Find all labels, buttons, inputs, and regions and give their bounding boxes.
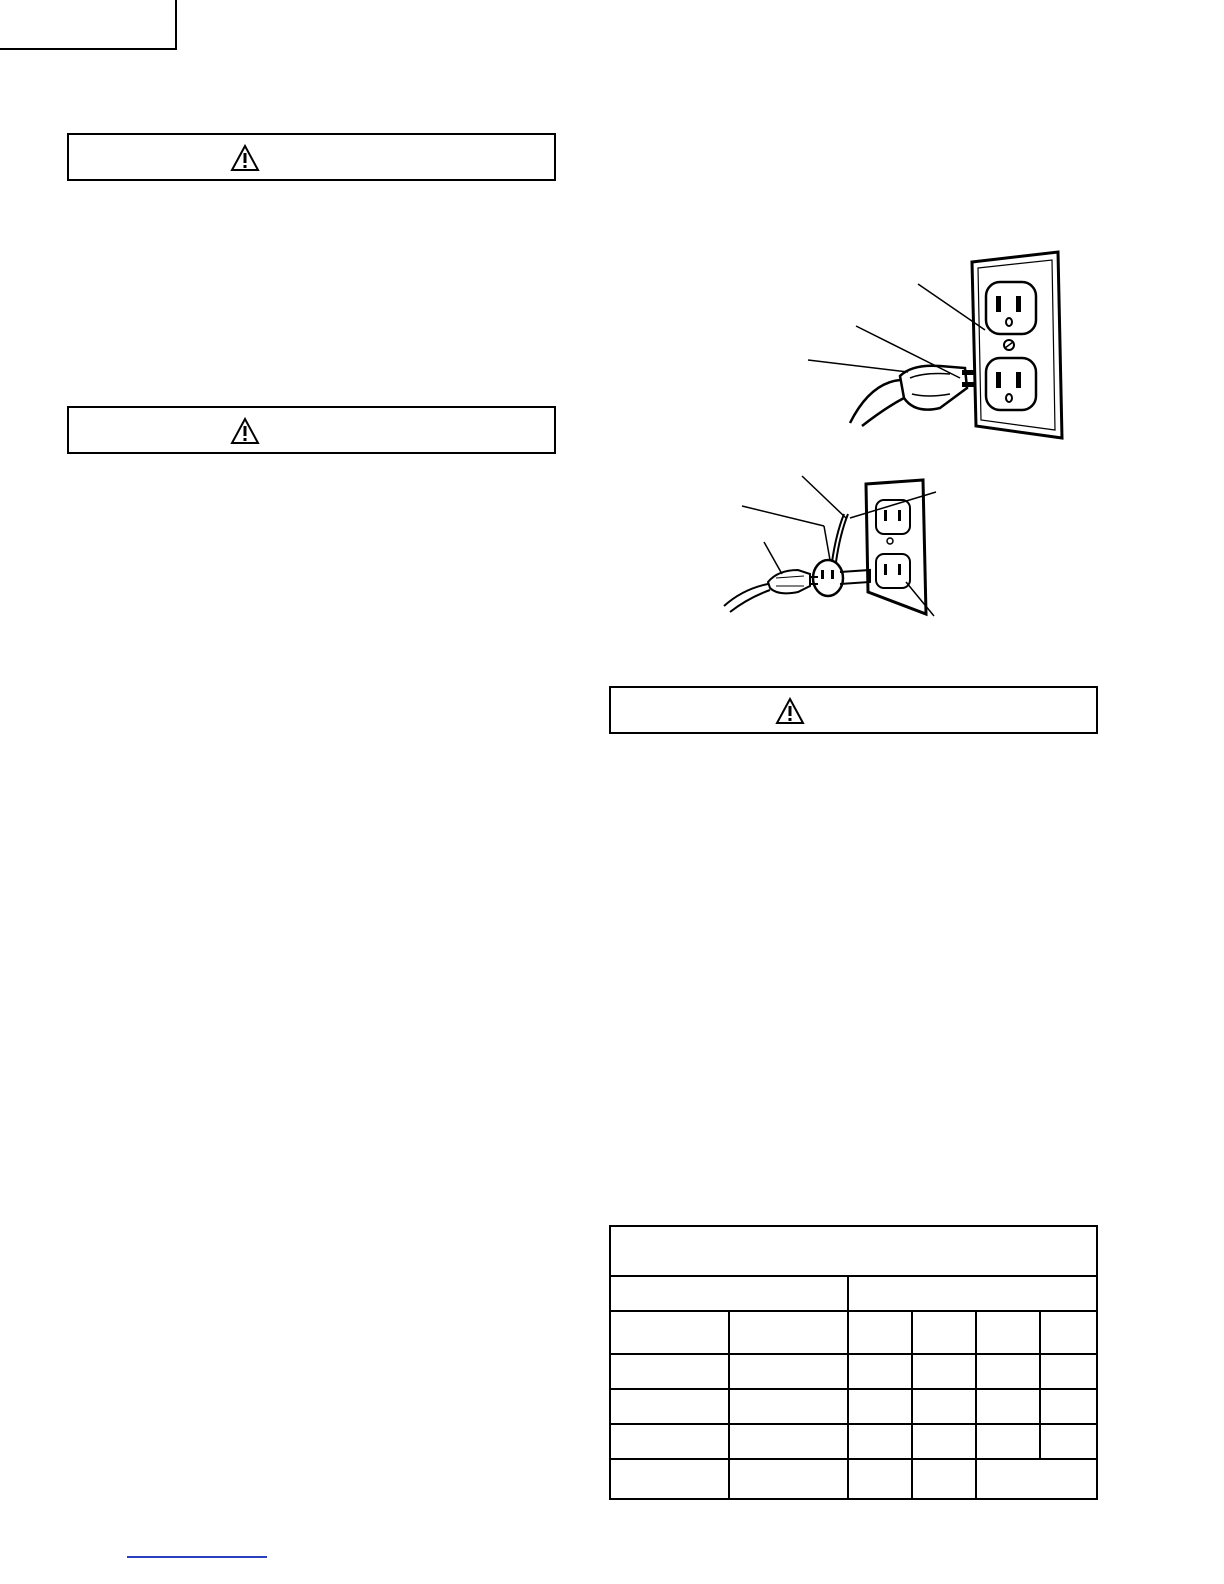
table-cell bbox=[610, 1459, 729, 1499]
warning-triangle-icon bbox=[230, 144, 260, 172]
table-cell bbox=[1040, 1311, 1097, 1354]
adapter-outlet-figure bbox=[718, 474, 943, 620]
table-cell bbox=[610, 1276, 848, 1311]
table-cell bbox=[848, 1459, 912, 1499]
table-cell bbox=[848, 1389, 912, 1424]
table-cell bbox=[912, 1354, 976, 1389]
table-cell bbox=[1040, 1389, 1097, 1424]
table-cell bbox=[610, 1389, 729, 1424]
table-row bbox=[610, 1424, 1097, 1459]
table-cell bbox=[848, 1354, 912, 1389]
warning-triangle-icon bbox=[775, 697, 805, 725]
table-cell bbox=[1040, 1424, 1097, 1459]
page-tab-box bbox=[0, 0, 177, 50]
table-cell bbox=[848, 1276, 1097, 1311]
bottom-link-underline[interactable] bbox=[127, 1556, 267, 1558]
table-cell bbox=[610, 1424, 729, 1459]
table-cell bbox=[729, 1311, 848, 1354]
table-cell bbox=[729, 1424, 848, 1459]
table-cell bbox=[976, 1311, 1040, 1354]
table-row bbox=[610, 1459, 1097, 1499]
table-cell bbox=[912, 1459, 976, 1499]
table-row bbox=[610, 1389, 1097, 1424]
table-subheader-row bbox=[610, 1311, 1097, 1354]
table-cell bbox=[1040, 1354, 1097, 1389]
table-row bbox=[610, 1354, 1097, 1389]
table-cell bbox=[976, 1459, 1097, 1499]
extension-cord-table bbox=[609, 1225, 1098, 1500]
table-cell bbox=[848, 1424, 912, 1459]
table-title-row bbox=[610, 1226, 1097, 1276]
table-cell bbox=[729, 1354, 848, 1389]
warning-banner-2 bbox=[67, 406, 556, 454]
table-cell bbox=[912, 1389, 976, 1424]
table-cell bbox=[848, 1311, 912, 1354]
warning-triangle-icon bbox=[230, 417, 260, 445]
table-header-row bbox=[610, 1276, 1097, 1311]
table-cell bbox=[729, 1389, 848, 1424]
table-cell bbox=[976, 1389, 1040, 1424]
table-cell bbox=[976, 1424, 1040, 1459]
table-cell bbox=[610, 1354, 729, 1389]
warning-banner-1 bbox=[67, 133, 556, 181]
table-cell bbox=[610, 1311, 729, 1354]
table-cell bbox=[976, 1354, 1040, 1389]
warning-banner-3 bbox=[609, 686, 1098, 734]
table-cell bbox=[610, 1226, 1097, 1276]
table-cell bbox=[912, 1311, 976, 1354]
grounded-outlet-figure bbox=[800, 248, 1070, 443]
table-cell bbox=[729, 1459, 848, 1499]
table-cell bbox=[912, 1424, 976, 1459]
